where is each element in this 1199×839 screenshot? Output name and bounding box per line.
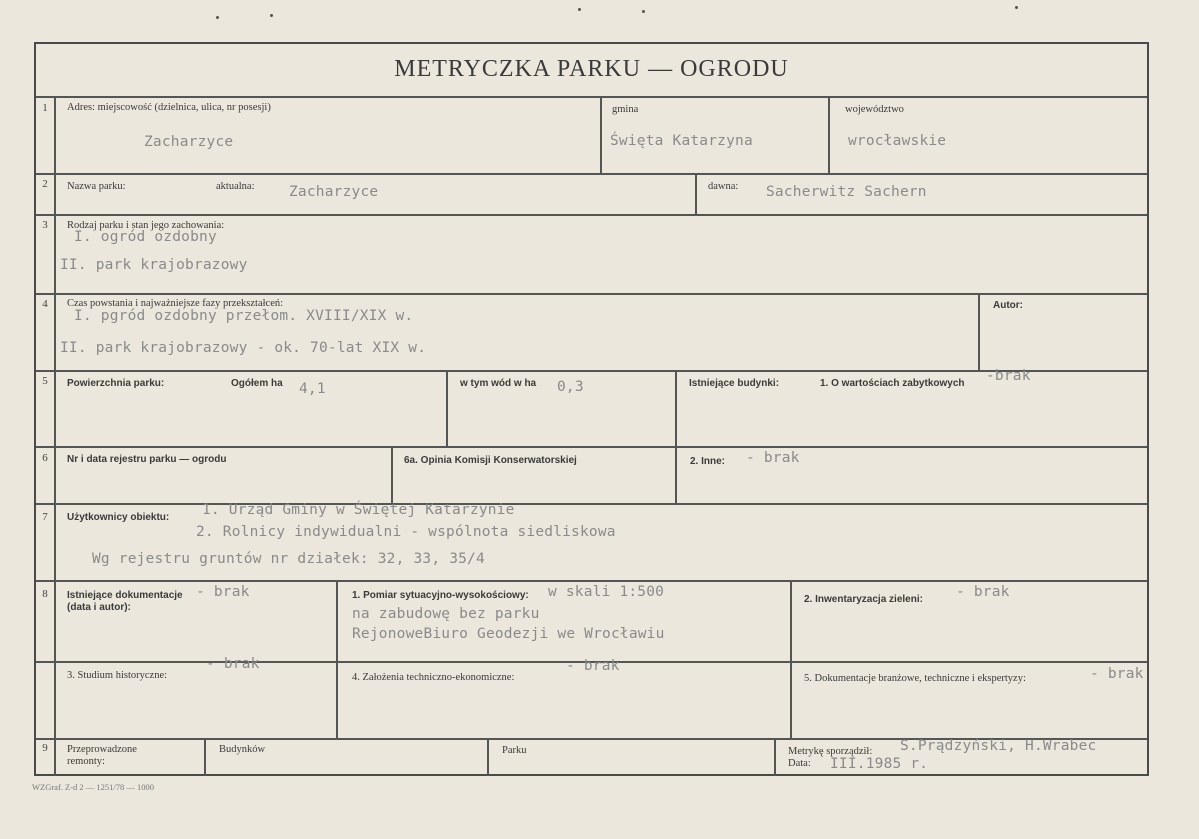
- park-type-label: Rodzaj parku i stan jego zachowania:: [67, 220, 225, 231]
- existing-docs-label: Istniejące dokumentacje: [67, 590, 183, 601]
- author-label: Autor:: [993, 300, 1023, 311]
- history-line-1: I. pgród ozdobny przełom. XVIII/XIX w.: [74, 308, 414, 324]
- print-footer: WZGraf. Z-d 2 — 1251/78 — 1000: [32, 782, 155, 792]
- monument-buildings-label: 1. O wartościach zabytkowych: [820, 378, 965, 389]
- page-title: METRYCZKA PARKU — OGRODU: [394, 56, 789, 82]
- address-value: Zacharzyce: [144, 134, 234, 150]
- repairs-label: Przeprowadzone: [67, 744, 137, 755]
- prepared-by-value: S.Prądzyński, H.Wrabec: [900, 738, 1097, 754]
- existing-docs-value: - brak: [196, 584, 250, 600]
- total-area-value: 4,1: [299, 381, 326, 397]
- water-area-label: w tym wód w ha: [460, 378, 537, 389]
- row-number-3: 3: [42, 219, 48, 231]
- other-buildings-value: - brak: [746, 450, 800, 466]
- row-number-4: 4: [42, 298, 48, 310]
- prepared-by-label: Metrykę sporządził:: [788, 746, 873, 757]
- conservation-opinion-label: 6a. Opinia Komisji Konserwatorskiej: [404, 455, 577, 466]
- historical-study-label: 3. Studium historyczne:: [67, 670, 168, 681]
- historical-study-value: - brak: [206, 656, 260, 672]
- row-number-5: 5: [42, 375, 48, 387]
- row-number-2: 2: [42, 178, 48, 190]
- survey-line-1: w skali 1:500: [548, 584, 665, 600]
- wojewodztwo-label: województwo: [845, 104, 904, 115]
- survey-label: 1. Pomiar sytuacyjno-wysokościowy:: [352, 590, 529, 601]
- row-number-7: 7: [42, 511, 48, 523]
- park-type-line-1: I. ogród ozdobny: [74, 229, 217, 245]
- park-record-card: [34, 42, 1149, 776]
- row-number-9: 9: [42, 742, 48, 754]
- park-name-label: Nazwa parku:: [67, 181, 126, 192]
- users-line-2: 2. Rolnicy indywidualni - wspólnota siedliskowa: [196, 524, 616, 540]
- total-area-label: Ogółem ha: [231, 378, 283, 389]
- gmina-label: gmina: [612, 104, 639, 115]
- water-area-value: 0,3: [557, 379, 584, 395]
- park-type-line-2: II. park krajobrazowy: [60, 257, 248, 273]
- technical-assumptions-label: 4. Założenia techniczno-ekonomiczne:: [352, 672, 515, 683]
- former-name-value: Sacherwitz Sachern: [766, 184, 927, 200]
- monument-buildings-value: -brak: [986, 368, 1031, 384]
- branch-docs-label: 5. Dokumentacje branżowe, techniczne i ekspertyzy:: [804, 673, 1026, 684]
- greenery-inventory-value: - brak: [956, 584, 1010, 600]
- park-repairs-label: Parku: [502, 745, 527, 756]
- row-number-8: 8: [42, 588, 48, 600]
- survey-line-2: na zabudowę bez parku: [352, 606, 540, 622]
- history-label: Czas powstania i najważniejsze fazy przekształceń:: [67, 298, 284, 309]
- address-label: Adres: miejscowość (dzielnica, ulica, nr posesji): [67, 102, 271, 113]
- gmina-value: Święta Katarzyna: [610, 133, 753, 149]
- buildings-repairs-label: Budynków: [219, 744, 266, 755]
- repairs-sublabel: remonty:: [67, 756, 105, 767]
- row-number-6: 6: [42, 452, 48, 464]
- existing-docs-sublabel: (data i autor):: [67, 602, 131, 613]
- branch-docs-value: - brak: [1090, 666, 1144, 682]
- technical-assumptions-value: - brak: [566, 658, 620, 674]
- users-label: Użytkownicy obiektu:: [67, 512, 170, 523]
- date-label: Data:: [788, 758, 811, 769]
- row-number-1: 1: [42, 102, 48, 114]
- history-line-2: II. park krajobrazowy - ok. 70-lat XIX w.: [60, 340, 427, 356]
- former-name-label: dawna:: [708, 181, 739, 192]
- wojewodztwo-value: wrocławskie: [848, 133, 947, 149]
- existing-buildings-label: Istniejące budynki:: [689, 378, 780, 389]
- survey-line-3: RejonoweBiuro Geodezji we Wrocławiu: [352, 626, 665, 642]
- users-line-1: 1. Urząd Gminy w Świętej Katarzynie: [202, 502, 515, 518]
- registry-label: Nr i data rejestru parku — ogrodu: [67, 454, 227, 465]
- date-value: III.1985 r.: [830, 756, 929, 772]
- greenery-inventory-label: 2. Inwentaryzacja zieleni:: [804, 594, 923, 605]
- park-area-label: Powierzchnia parku:: [67, 378, 165, 389]
- other-buildings-label: 2. Inne:: [690, 456, 726, 467]
- current-name-value: Zacharzyce: [289, 184, 379, 200]
- users-line-3: Wg rejestru gruntów nr działek: 32, 33, 35/4: [92, 551, 485, 567]
- current-name-label: aktualna:: [216, 181, 255, 192]
